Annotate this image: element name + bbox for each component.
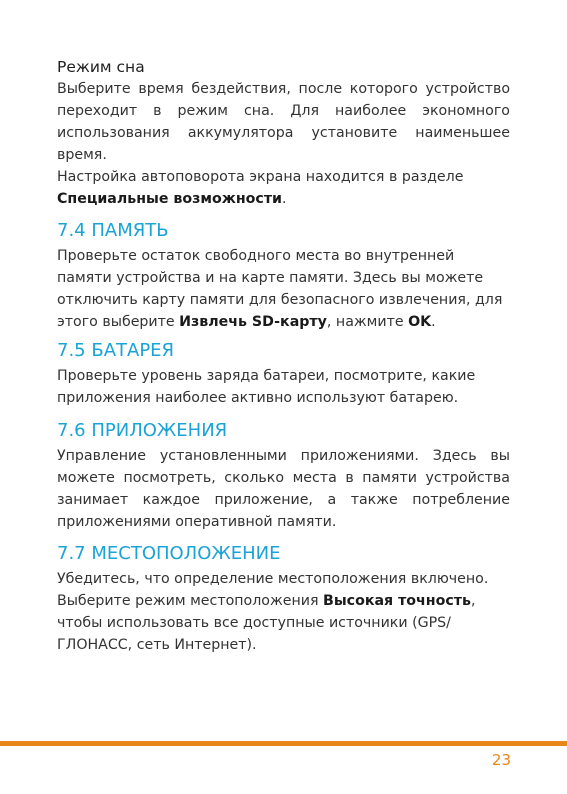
footer-divider (0, 741, 567, 746)
memory-paragraph (57, 245, 510, 333)
section-sleep (57, 56, 510, 210)
location-text: Убедитесь, что определение местоположения включено. Выберите режим местоположения (57, 571, 489, 609)
battery-title: 7.5 БАТАРЕЯ (57, 340, 175, 361)
high-accuracy-text: Высокая точность (323, 593, 471, 609)
memory-text: Проверьте остаток свободного места во внутренней памяти устройства и на карте памяти. Здесь вы можете отключить карту памяти для безопасного извлечения, для этого выберите (57, 248, 503, 330)
memory-title: 7.4 ПАМЯТЬ (57, 220, 169, 241)
page-content (57, 56, 510, 656)
rotation-paragraph (57, 166, 510, 210)
section-memory (57, 219, 510, 333)
location-title: 7.7 МЕСТОПОЛОЖЕНИЕ (57, 543, 281, 564)
apps-paragraph: Управление установленными приложениями. Здесь вы можете посмотреть, сколько места в памяти устройства занимает каждое приложение, а также потребление приложениями оперативной памяти. (57, 448, 510, 530)
location-paragraph (57, 568, 510, 656)
apps-title: 7.6 ПРИЛОЖЕНИЯ (57, 420, 228, 441)
memory-mid: , нажмите (326, 314, 409, 330)
ok-text: OK (408, 314, 432, 330)
section-apps (57, 419, 510, 533)
rotation-text: Настройка автоповорота экрана находится в разделе (57, 169, 464, 185)
section-location (57, 542, 510, 656)
location-end: , чтобы использовать все доступные источники (GPS/ГЛОНАСС, сеть Интернет). (57, 593, 476, 653)
sleep-paragraph: Выберите время бездействия, после которого устройство переходит в режим сна. Для наиболее экономного использования аккумулятора установите наименьшее время. (57, 81, 510, 163)
rotation-end: . (281, 191, 287, 207)
eject-sd-text: Извлечь SD-карту (179, 314, 327, 330)
accessibility-link-text: Специальные возможности (57, 191, 282, 207)
page-number: 23 (491, 751, 511, 769)
section-battery (57, 339, 510, 409)
sleep-heading: Режим сна (57, 58, 145, 76)
battery-paragraph: Проверьте уровень заряда батареи, посмотрите, какие приложения наиболее активно используют батарею. (57, 368, 476, 406)
memory-end: . (431, 314, 436, 330)
